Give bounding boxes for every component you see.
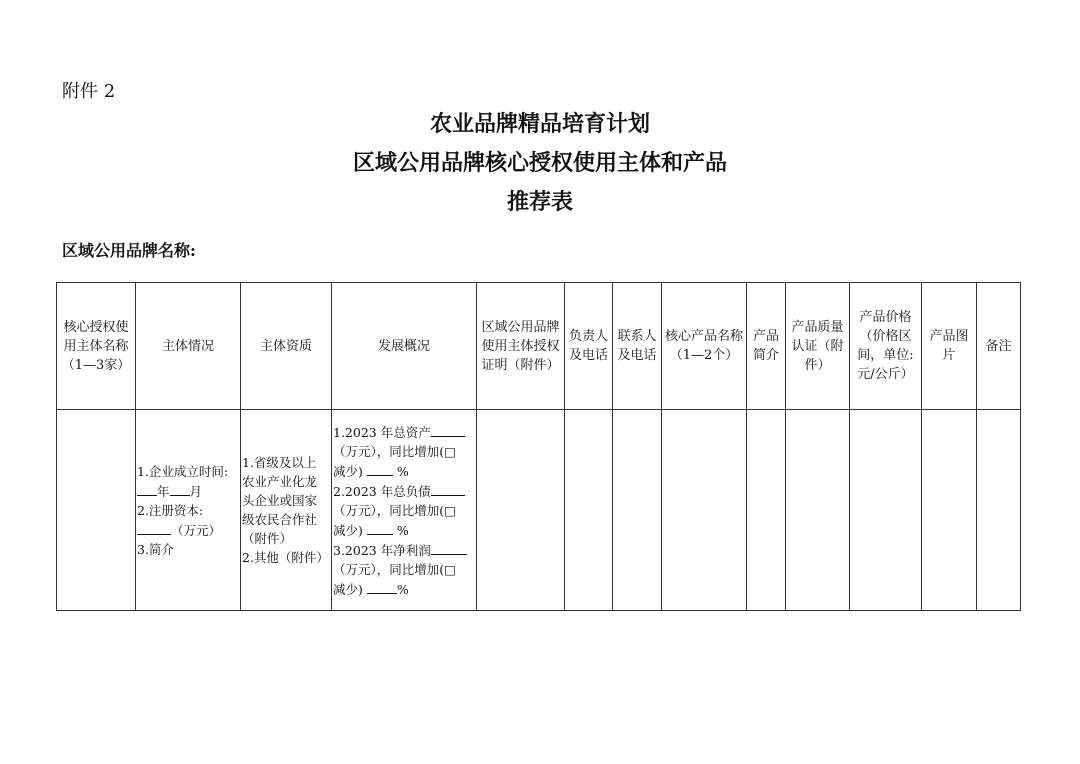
header-remark: 备注 bbox=[977, 283, 1021, 410]
table-header-row bbox=[57, 283, 1021, 410]
total-assets-pct: 减少) % bbox=[333, 461, 475, 481]
table-row bbox=[57, 410, 1021, 611]
qualification-line: 级农民合作社 bbox=[242, 512, 318, 527]
cell-entity-qualification[interactable] bbox=[241, 410, 332, 611]
qualification-line: 农业产业化龙 bbox=[242, 474, 318, 489]
header-product-intro: 产品简介 bbox=[747, 283, 786, 410]
registered-capital-label: 2.注册资本: bbox=[137, 502, 204, 518]
cell-development[interactable] bbox=[332, 410, 477, 611]
registered-capital-unit: （万元） bbox=[137, 520, 239, 540]
header-core-product: 核心产品名称（1—2个） bbox=[662, 283, 747, 410]
cell-quality-cert[interactable] bbox=[786, 410, 850, 611]
cell-person-in-charge[interactable] bbox=[565, 410, 613, 611]
total-liabilities-pct: 减少) % bbox=[333, 520, 475, 540]
header-entity-info: 主体情况 bbox=[136, 283, 241, 410]
header-authorization-proof: 区域公用品牌使用主体授权证明（附件） bbox=[477, 283, 565, 410]
cell-product-picture[interactable] bbox=[922, 410, 977, 611]
total-assets-change: （万元），同比增加(□ bbox=[333, 443, 456, 459]
qualification-line: 2.其他（附件） bbox=[242, 550, 329, 565]
cell-product-intro[interactable] bbox=[747, 410, 786, 611]
header-contact: 联系人及电话 bbox=[613, 283, 662, 410]
header-product-picture: 产品图片 bbox=[922, 283, 977, 410]
total-assets-line: 1.2023 年总资产 bbox=[333, 422, 475, 442]
net-profit-line: 3.2023 年净利润 bbox=[333, 540, 475, 560]
header-quality-cert: 产品质量认证（附件） bbox=[786, 283, 850, 410]
cell-authorization-proof[interactable] bbox=[477, 410, 565, 611]
cell-core-entity[interactable] bbox=[57, 410, 136, 611]
cell-price[interactable] bbox=[850, 410, 922, 611]
header-core-entity: 核心授权使用主体名称（1—3家） bbox=[57, 283, 136, 410]
qualification-line: 头企业或国家 bbox=[242, 493, 318, 508]
entity-founded-label: 1.企业成立时间: bbox=[137, 463, 229, 479]
total-liabilities-line: 2.2023 年总负债 bbox=[333, 481, 475, 501]
header-person-in-charge: 负责人及电话 bbox=[565, 283, 613, 410]
cell-remark[interactable] bbox=[977, 410, 1021, 611]
header-price: 产品价格（价格区间，单位:元/公斤） bbox=[850, 283, 922, 410]
entity-intro-label: 3.简介 bbox=[137, 541, 174, 557]
title-line-1: 农业品牌精品培育计划 bbox=[429, 111, 650, 137]
entity-founded-date: 年 月 bbox=[137, 481, 239, 501]
title-line-2: 区域公用品牌核心授权使用主体和产品 bbox=[352, 150, 727, 176]
header-entity-qualification: 主体资质 bbox=[241, 283, 332, 410]
cell-entity-info[interactable] bbox=[136, 410, 241, 611]
net-profit-change: （万元），同比增加(□ bbox=[333, 561, 456, 577]
qualification-line: 1.省级及以上 bbox=[242, 455, 317, 470]
title-line-3: 推荐表 bbox=[506, 189, 573, 215]
recommendation-table bbox=[56, 282, 1021, 611]
cell-contact[interactable] bbox=[613, 410, 662, 611]
cell-core-product[interactable] bbox=[662, 410, 747, 611]
total-liabilities-change: （万元），同比增加(□ bbox=[333, 502, 456, 518]
attachment-label: 附件 2 bbox=[62, 81, 116, 102]
qualification-line: （附件） bbox=[242, 531, 293, 546]
header-development: 发展概况 bbox=[332, 283, 477, 410]
net-profit-pct: 减少) % bbox=[333, 579, 475, 599]
brand-name-label: 区域公用品牌名称: bbox=[62, 241, 196, 260]
